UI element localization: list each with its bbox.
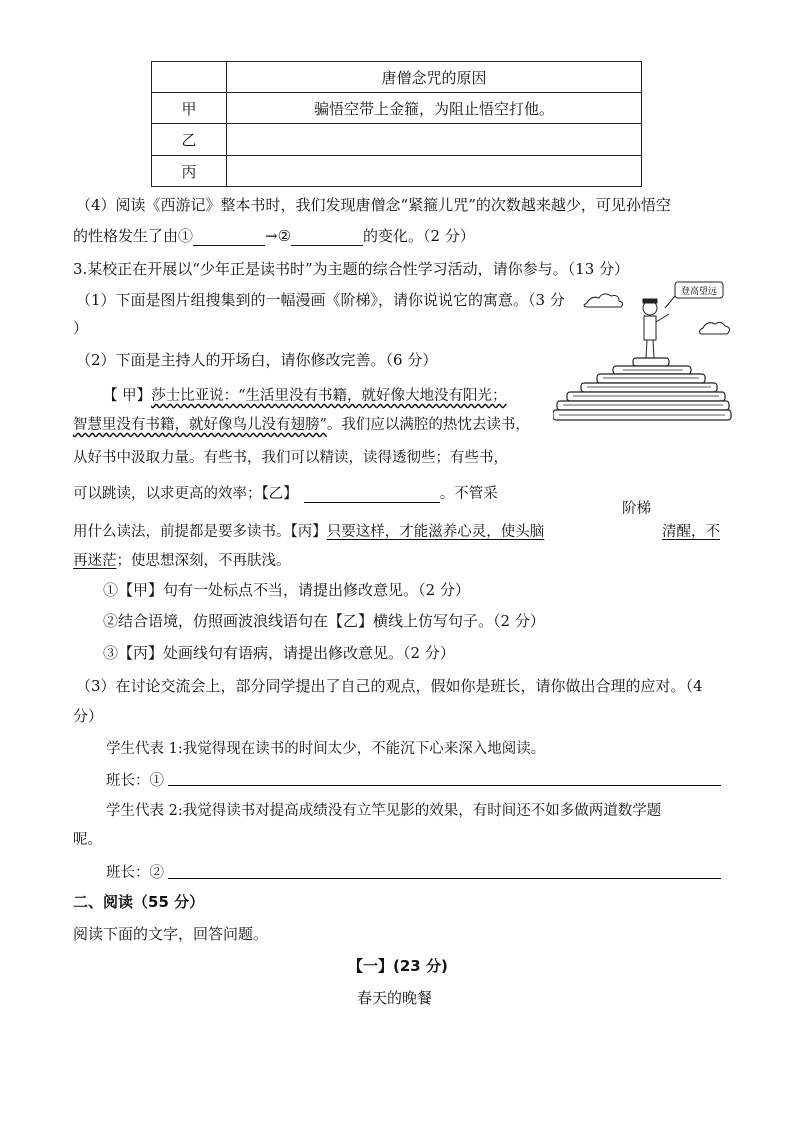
speech-underline-1: 只要这样，才能滋养心灵，使头脑 [326, 524, 545, 540]
speech-line2-rest: 。我们应以满腔的热忱去读书， [326, 417, 530, 433]
table-row-value: 骗悟空带上金箍，为阻止悟空打他。 [227, 93, 642, 124]
monitor-answer-2-label: 班长：② [106, 865, 164, 881]
cartoon-caption: 阶梯 [622, 501, 651, 517]
monitor-answer-1-line[interactable] [168, 785, 721, 786]
section2-part: 【一】(23 分) [348, 957, 448, 975]
table-header: 唐僧念咒的原因 [227, 62, 642, 93]
q3-title: 3.某校正在开展以“少年正是读书时”为主题的综合性学习活动，请你参与。（13 分） [73, 260, 630, 278]
speech-line4 [73, 482, 498, 503]
speech-underline-3: 再迷茫 [73, 553, 117, 569]
subq-2: ②结合语境，仿照画波浪线语句在【乙】横线上仿写句子。（2 分） [103, 612, 545, 630]
speech-line4-a: 可以跳读，以求更高的效率；【乙】 [73, 486, 298, 502]
reason-table [151, 61, 642, 187]
student-2-line2: 呢。 [73, 832, 102, 848]
speech-underline-2: 清醒，不 [662, 524, 720, 540]
table-row-label: 乙 [152, 124, 227, 156]
speech-line3: 从好书中汲取力量。有些书，我们可以精读，读得透彻些；有些书， [73, 450, 508, 466]
speech-line4-b: 。不管采 [439, 486, 498, 502]
q4-line2 [73, 226, 475, 246]
speech-line6 [73, 549, 291, 570]
subq-3: ③【丙】处画线句有语病，请提出修改意见。（2 分） [103, 644, 455, 662]
monitor-answer-1-label: 班长：① [106, 773, 164, 789]
speech-tag-jia: 【 甲】 [103, 388, 152, 404]
cartoon-sign-text: 登高望远 [680, 287, 718, 297]
table-row-label: 丙 [152, 156, 227, 187]
student-2-line1: 学生代表 2:我觉得读书对提高成绩没有立竿见影的效果，有时间还不如多做两道数学题 [106, 803, 662, 819]
table-row-label: 甲 [152, 93, 227, 124]
monitor-answer-2-line[interactable] [168, 878, 721, 879]
speech-line5-a: 用什么读法，前提都是要多读书。【丙】 [73, 524, 327, 540]
speech-wavy-2: 智慧里没有书籍，就好像鸟儿没有翅膀” [73, 417, 327, 433]
table-row-value[interactable] [227, 156, 642, 187]
q3-part1-line2: ） [73, 319, 89, 337]
article-title: 春天的晚餐 [357, 989, 433, 1007]
speech-line6-rest: ；使思想深刻，不再肤浅。 [116, 553, 291, 569]
speech-line2 [73, 413, 530, 434]
q3-part3-line2: 分） [73, 707, 104, 725]
q4-line2-a: 的性格发生了由① [73, 227, 194, 245]
section2-instruction: 阅读下面的文字，回答问题。 [73, 925, 269, 943]
q4-line2-c: 的变化。（2 分） [363, 227, 475, 245]
q4-blank-1[interactable] [193, 229, 265, 246]
speech-line1 [103, 384, 507, 405]
q4-blank-2[interactable] [291, 229, 363, 246]
yi-blank[interactable] [304, 486, 440, 503]
q3-part2: （2）下面是主持人的开场白，请你修改完善。（6 分） [76, 351, 438, 369]
table-row-value[interactable] [227, 124, 642, 156]
speech-wavy-1: 莎士比亚说：“生活里没有书籍，就好像大地没有阳光； [151, 388, 507, 404]
q4-line2-b: →② [265, 227, 292, 245]
staircase-cartoon [553, 278, 733, 423]
q4-line1: （4）阅读《西游记》整本书时，我们发现唐僧念“紧箍儿咒”的次数越来越少，可见孙悟空 [76, 196, 671, 214]
q3-part3-line1: （3）在讨论交流会上，部分同学提出了自己的观点，假如你是班长，请你做出合理的应对。（4 [76, 677, 703, 695]
speech-line5 [73, 520, 544, 541]
q3-part1-line1: （1）下面是图片组搜集到的一幅漫画《阶梯》，请你说说它的寓意。（3 分 [76, 291, 565, 309]
section2-title: 二、阅读（55 分） [73, 893, 205, 911]
table-corner-cell [152, 62, 227, 93]
student-1: 学生代表 1:我觉得现在读书的时间太少，不能沉下心来深入地阅读。 [106, 741, 546, 757]
subq-1: ①【甲】句有一处标点不当，请提出修改意见。（2 分） [103, 581, 470, 599]
